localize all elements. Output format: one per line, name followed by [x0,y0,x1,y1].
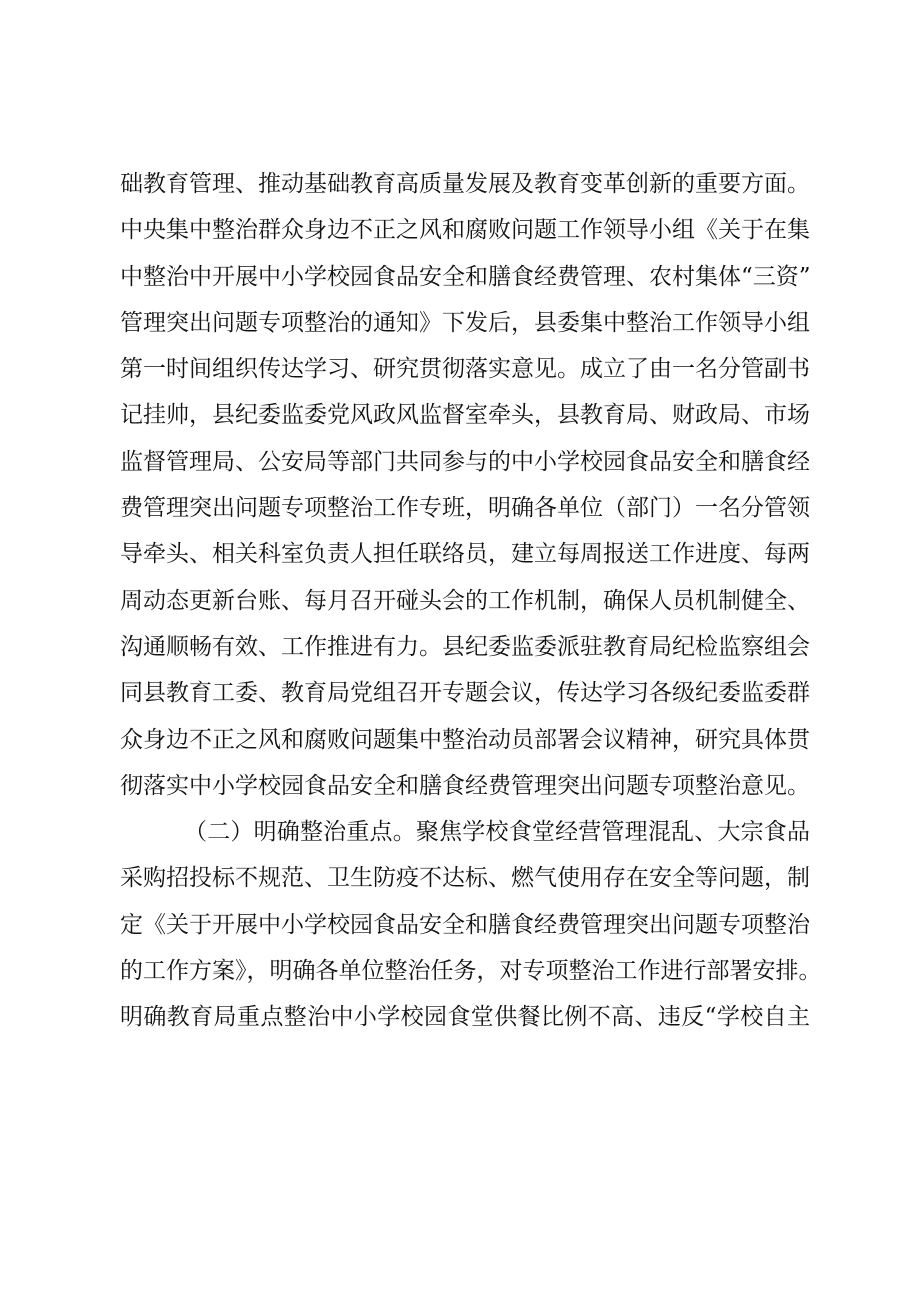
section-heading-line: （二）明确整治重点。聚焦学校食堂经营管理混乱、大宗食品 [184,819,810,846]
paragraph-line: 管理突出问题专项整治的通知》下发后，县委集中整治工作领导小组 [120,309,810,336]
paragraph-line: 记挂帅，县纪委监委党风政风监督室牵头，县教育局、财政局、市场 [120,402,810,429]
paragraph-line: 的工作方案》，明确各单位整治任务，对专项整治工作进行部署安排。 [120,958,822,985]
paragraph-line: 中央集中整治群众身边不正之风和腐败问题工作领导小组《关于在集 [120,217,810,244]
body-text [120,161,822,1041]
paragraph-line: 费管理突出问题专项整治工作专班，明确各单位（部门）一名分管领 [120,495,810,522]
paragraph-line: 周动态更新台账、每月召开碰头会的工作机制，确保人员机制健全、 [120,587,810,614]
paragraph-line: 定《关于开展中小学校园食品安全和膳食经费管理突出问题专项整治 [120,911,810,938]
paragraph-line: 沟通顺畅有效、工作推进有力。县纪委监委派驻教育局纪检监察组会 [120,633,810,660]
paragraph-line: 第一时间组织传达学习、研究贯彻落实意见。成立了由一名分管副书 [120,356,810,383]
paragraph-line: 明确教育局重点整治中小学校园食堂供餐比例不高、违反“学校自主 [120,1004,810,1031]
paragraph-line: 彻落实中小学校园食品安全和膳食经费管理突出问题专项整治意见。 [120,772,810,799]
paragraph-line: 众身边不正之风和腐败问题集中整治动员部署会议精神，研究具体贯 [120,726,810,753]
paragraph-line: 中整治中开展中小学校园食品安全和膳食经费管理、农村集体“三资” [120,263,811,290]
paragraph-line: 采购招投标不规范、卫生防疫不达标、燃气使用存在安全等问题，制 [120,865,810,892]
paragraph-line: 同县教育工委、教育局党组召开专题会议，传达学习各级纪委监委群 [120,680,810,707]
paragraph-line: 础教育管理、推动基础教育高质量发展及教育变革创新的重要方面。 [120,171,810,197]
paragraph-line: 监督管理局、公安局等部门共同参与的中小学校园食品安全和膳食经 [120,448,810,475]
paragraph-line: 导牵头、相关科室负责人担任联络员，建立每周报送工作进度、每两 [120,541,810,568]
